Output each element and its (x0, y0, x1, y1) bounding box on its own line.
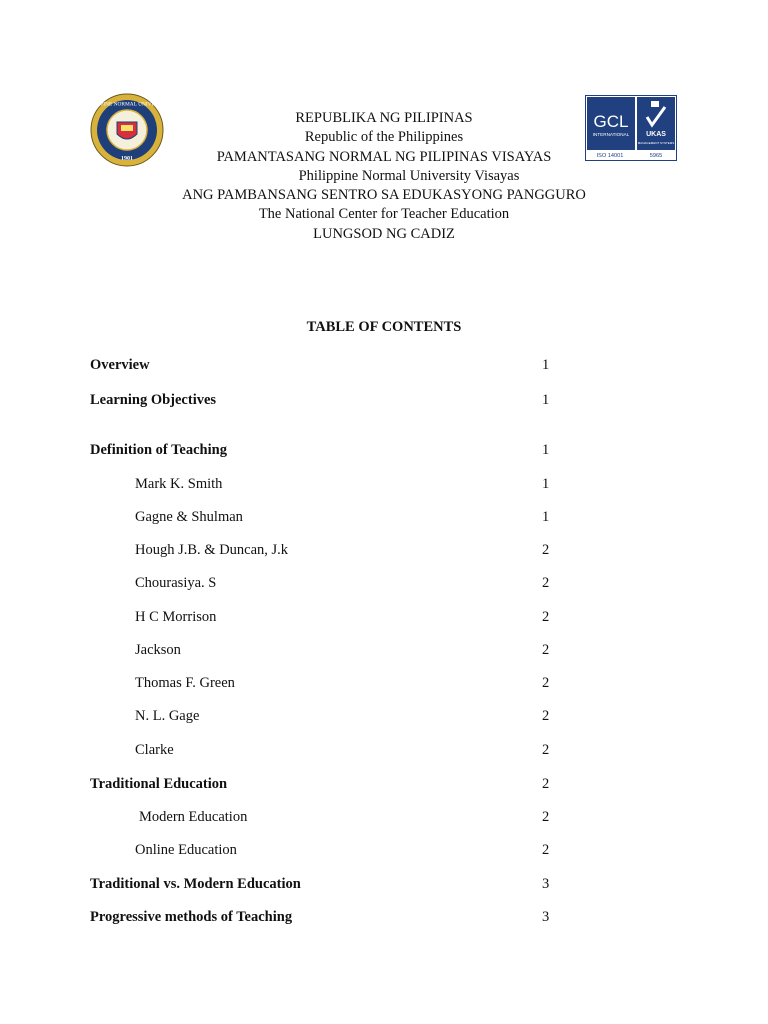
toc-subentry (90, 640, 560, 660)
toc-subentry (90, 573, 560, 593)
toc-entry-page: 2 (542, 675, 550, 691)
toc-subentry (90, 807, 560, 827)
toc-subentry (90, 540, 560, 560)
toc-entry-page: 2 (542, 642, 550, 658)
toc-entry-label: Hough J.B. & Duncan, J.k (135, 542, 289, 558)
toc-entry-label: Modern Education (139, 809, 248, 825)
toc-entry-page: 2 (542, 575, 550, 591)
seal-text: PHILIPPINE NORMAL UNIVERSITY (83, 101, 171, 108)
toc-entry-label: Progressive methods of Teaching (90, 909, 293, 925)
toc-entry-label: Definition of Teaching (90, 442, 227, 458)
toc-entry-page: 1 (542, 392, 550, 408)
toc-entry (90, 440, 560, 460)
toc-entry-page: 2 (542, 542, 550, 558)
toc-subentry (90, 740, 560, 760)
cert-brand: GCL (593, 112, 629, 131)
cert-iso: ISO 14001 (596, 153, 624, 159)
cert-brand-sub: INTERNATIONAL (592, 132, 630, 137)
toc-entry-page: 1 (542, 442, 550, 458)
toc-entry-label: Learning Objectives (90, 392, 217, 408)
header-line-national-center: The National Center for Teacher Education (258, 206, 510, 223)
toc-entry-page: 3 (542, 876, 550, 892)
toc-entry-label: Overview (90, 357, 150, 373)
toc-entry-label: Online Education (135, 842, 237, 858)
toc-entry-page: 2 (542, 609, 550, 625)
cert-ukas: UKAS (646, 131, 666, 138)
letterhead (0, 109, 768, 244)
toc-entry (90, 390, 560, 410)
toc-subentry (90, 706, 560, 726)
seal-year: 1901 (121, 156, 133, 162)
toc-entry-label: Clarke (135, 742, 174, 758)
toc-entry-page: 2 (542, 809, 550, 825)
toc-entry (90, 355, 560, 375)
header-line-lungsod: LUNGSOD NG CADIZ (313, 225, 455, 242)
toc-subentry (90, 507, 560, 527)
toc-subentry (90, 607, 560, 627)
toc-entry-page: 3 (542, 909, 550, 925)
toc-entry-page: 1 (542, 357, 550, 373)
toc-entry (90, 774, 560, 794)
toc-entry-page: 1 (542, 476, 550, 492)
toc-entry-label: Mark K. Smith (135, 476, 223, 492)
toc-entry-label: Jackson (135, 642, 181, 658)
toc-entry-label: Traditional vs. Modern Education (90, 876, 301, 892)
toc-entry-label: Traditional Education (90, 776, 228, 792)
header-line-pamantasang: PAMANTASANG NORMAL NG PILIPINAS VISAYAS (216, 148, 552, 165)
toc-subentry (90, 474, 560, 494)
toc-entry-page: 2 (542, 776, 550, 792)
toc-entry-page: 2 (542, 742, 550, 758)
cert-number: 5965 (649, 153, 663, 159)
cert-ukas-sub: MANAGEMENT SYSTEMS (637, 141, 675, 145)
header-line-university: Philippine Normal University Visayas (298, 167, 520, 184)
toc-entry-label: Thomas F. Green (135, 675, 235, 691)
toc-entry-label: Chourasiya. S (135, 575, 217, 591)
toc-entry-page: 2 (542, 842, 550, 858)
toc-subentry (90, 840, 560, 860)
header-line-republic: Republic of the Philippines (304, 129, 464, 146)
toc-subentry (90, 673, 560, 693)
header-line-republika: REPUBLIKA NG PILIPINAS (295, 110, 473, 126)
toc-entry-page: 2 (542, 708, 550, 724)
toc-entry-label: N. L. Gage (135, 708, 200, 724)
toc-entry-label: Gagne & Shulman (135, 509, 243, 525)
toc-entry (90, 874, 560, 894)
toc-entry-page: 1 (542, 509, 550, 525)
header-line-sentro: ANG PAMBANSANG SENTRO SA EDUKASYONG PANGGURO (182, 187, 586, 204)
toc-entry-label: H C Morrison (135, 609, 217, 625)
toc-title: TABLE OF CONTENTS (306, 319, 462, 335)
toc-entry (90, 907, 560, 927)
